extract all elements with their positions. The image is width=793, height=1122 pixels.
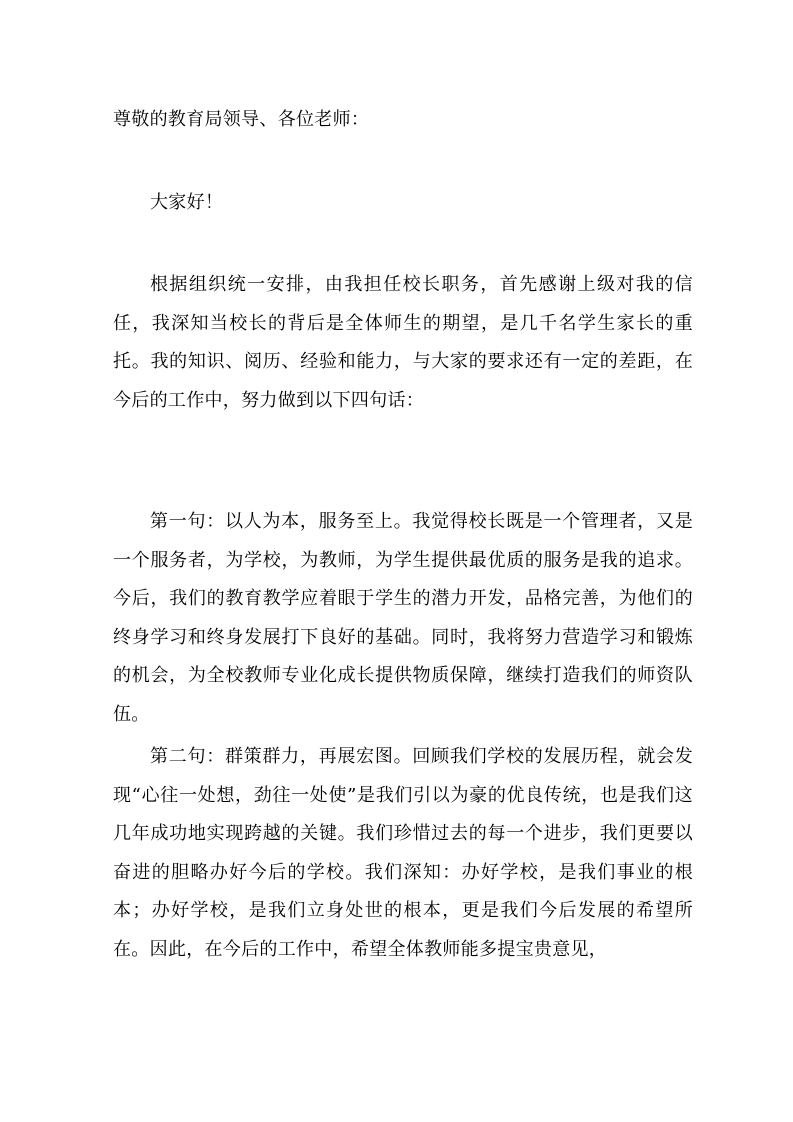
paragraph-first-point: 第一句：以人为本，服务至上。我觉得校长既是一个管理者，又是一个服务者，为学校，为教师，为学生提供最优质的服务是我的追求。今后，我们的教育教学应着眼于学生的潜力开发，品格完善，为他们的终身学习和终身发展打下良好的基础。同时，我将努力营造学习和锻炼的机会，为全校教师专业化成长提供物质保障，继续打造我们的师资队伍。 xyxy=(113,511,693,725)
greeting: 大家好！ xyxy=(150,192,224,213)
salutation: 尊敬的教育局领导、各位老师： xyxy=(113,109,370,130)
paragraph-intro: 根据组织统一安排，由我担任校长职务，首先感谢上级对我的信任，我深知当校长的背后是全体师生的期望，是几千名学生家长的重托。我的知识、阅历、经验和能力，与大家的要求还有一定的差距，在今后的工作中，努力做到以下四句话： xyxy=(113,274,693,411)
paragraph-second-point: 第二句：群策群力，再展宏图。回顾我们学校的发展历程，就会发现“心往一处想，劲往一处使”是我们引以为豪的优良传统，也是我们这几年成功地实现跨越的关键。我们珍惜过去的每一个进步，我们更要以奋进的胆略办好今后的学校。我们深知：办好学校，是我们事业的根本；办好学校，是我们立身处世的根本，更是我们今后发展的希望所在。因此，在今后的工作中，希望全体教师能多提宝贵意见， xyxy=(113,746,693,960)
